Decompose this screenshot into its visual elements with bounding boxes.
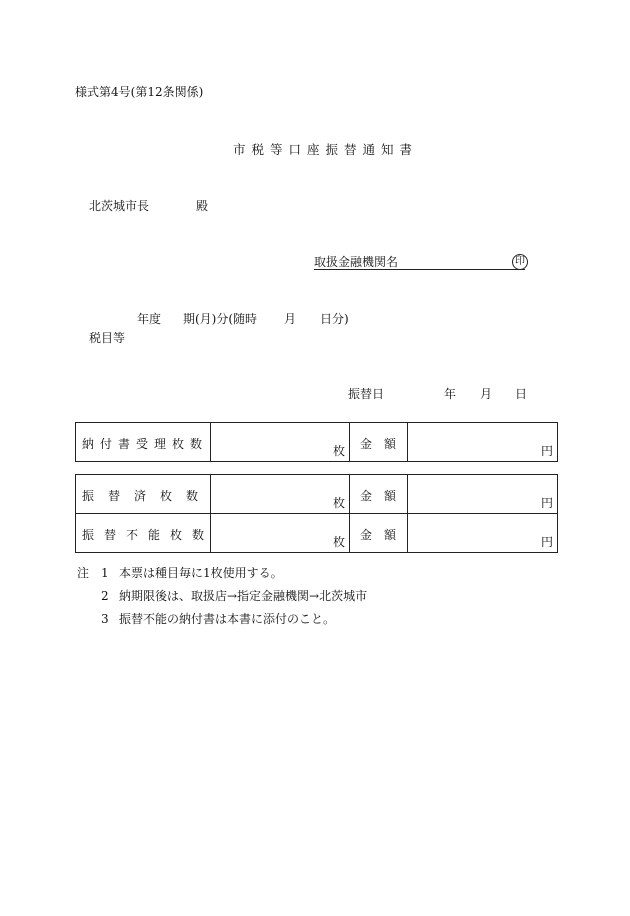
row-label-cell xyxy=(76,423,211,462)
note-text: 納期限後は、取扱店→指定金融機関→北茨城市 xyxy=(119,589,368,603)
row-label-cell xyxy=(76,475,211,514)
form-number: 様式第4号(第12条関係) xyxy=(75,85,204,99)
table-row xyxy=(76,423,558,462)
count-cell xyxy=(211,475,350,514)
table-row xyxy=(76,514,558,553)
transfer-date-year: 年 xyxy=(444,387,457,401)
transfer-date-month: 月 xyxy=(480,387,493,401)
notes-prefix: 注 xyxy=(77,566,90,580)
amount-label: 金 額 xyxy=(360,528,397,542)
amount-cell xyxy=(408,475,558,514)
row-label-cell xyxy=(76,514,215,553)
note-number: 1 xyxy=(101,566,109,580)
amount-unit: 円 xyxy=(540,444,553,458)
row-label: 振替済枚数 xyxy=(82,489,213,503)
document-title: 市税等口座振替通知書 xyxy=(233,142,419,157)
amount-cell xyxy=(408,423,558,462)
note-text: 本票は種目毎に1枚使用する。 xyxy=(119,566,283,580)
amount-label-cell xyxy=(350,423,408,462)
period-nendo: 年度 xyxy=(137,312,162,326)
count-unit: 枚 xyxy=(332,444,345,458)
row-label: 振替不能枚数 xyxy=(82,528,215,542)
amount-unit: 円 xyxy=(540,535,553,549)
count-cell xyxy=(211,514,350,553)
table-row xyxy=(76,475,558,514)
note-number: 2 xyxy=(101,589,109,603)
period-month: 月 xyxy=(284,312,297,326)
note-text: 振替不能の納付書は本書に添付のこと。 xyxy=(119,612,336,626)
bank-name-label: 取扱金融機関名 xyxy=(314,255,399,269)
addressee-name: 北茨城市長 xyxy=(89,199,150,213)
transfer-date-day: 日 xyxy=(515,387,528,401)
count-cell xyxy=(211,423,350,462)
transfer-result-table xyxy=(75,474,558,553)
period-day: 日分) xyxy=(320,312,349,326)
row-label: 納付書受理枚数 xyxy=(82,437,209,451)
count-unit: 枚 xyxy=(332,496,345,510)
seal-mark: 印 xyxy=(512,254,528,270)
transfer-date-label: 振替日 xyxy=(348,387,385,401)
bank-name-underline xyxy=(314,269,525,270)
amount-cell xyxy=(408,514,558,553)
amount-label: 金 額 xyxy=(360,437,397,451)
received-count-table xyxy=(75,422,558,462)
amount-unit: 円 xyxy=(540,496,553,510)
period-ki-tsuki-bun: 期(月)分(随時 xyxy=(183,312,258,326)
amount-label: 金 額 xyxy=(360,489,397,503)
tax-item-label: 税目等 xyxy=(89,331,126,345)
addressee-honorific: 殿 xyxy=(196,199,209,213)
amount-label-cell xyxy=(350,475,408,514)
note-number: 3 xyxy=(101,612,109,626)
amount-label-cell xyxy=(350,514,408,553)
count-unit: 枚 xyxy=(332,535,345,549)
